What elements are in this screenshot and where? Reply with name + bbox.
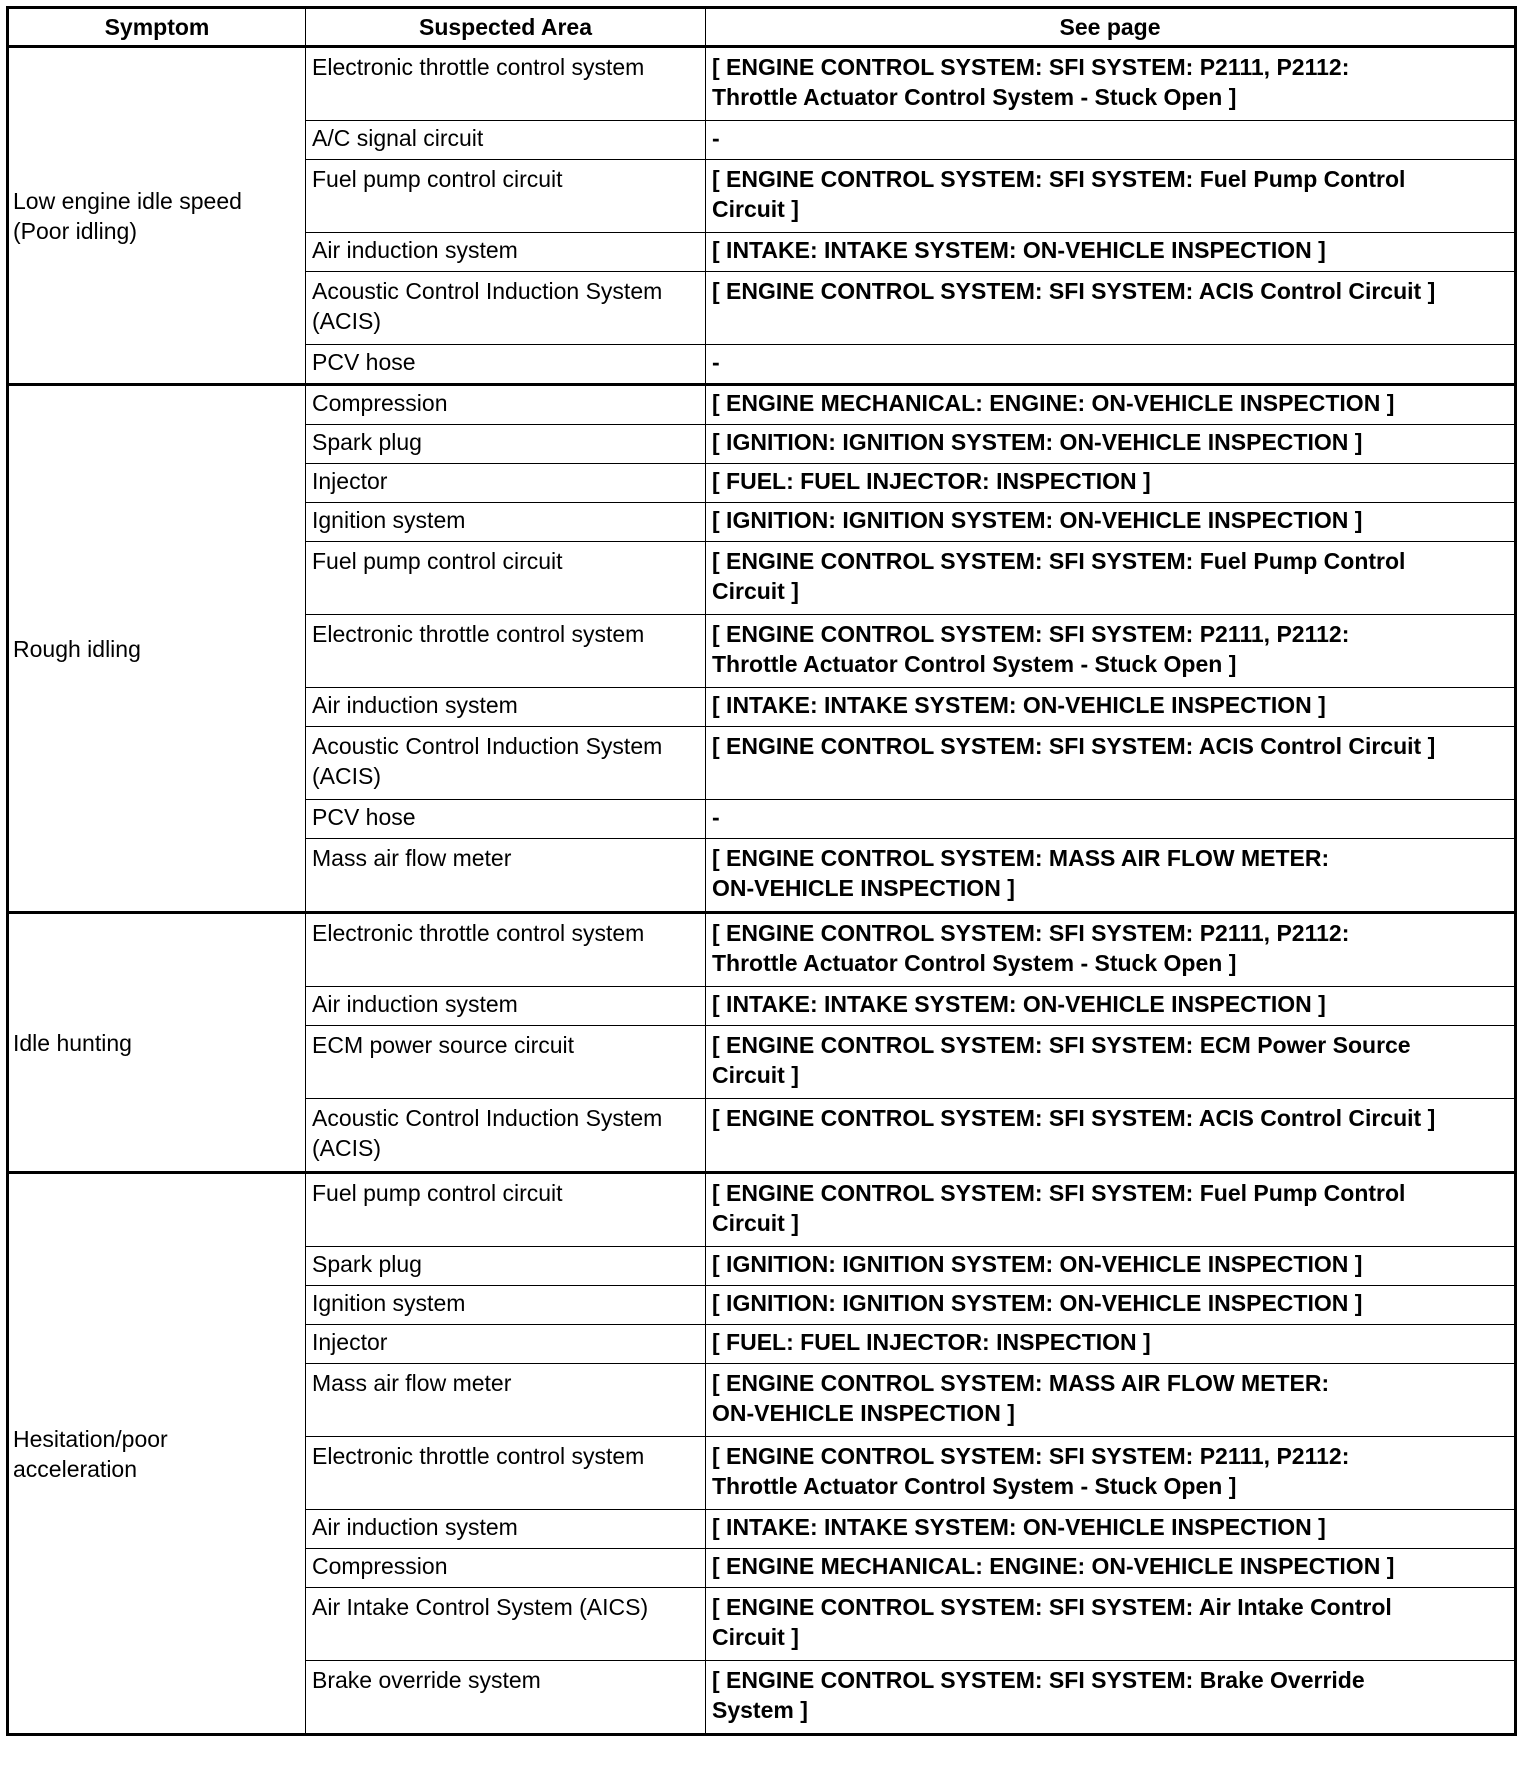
suspected-area-cell: Ignition system (306, 503, 706, 542)
suspected-area-cell: Compression (306, 385, 706, 425)
table-body (8, 47, 1516, 1735)
suspected-area-cell: Air induction system (306, 688, 706, 727)
suspected-area-cell: PCV hose (306, 800, 706, 839)
see-page-cell: [ ENGINE CONTROL SYSTEM: SFI SYSTEM: ACIS Control Circuit ] (706, 272, 1516, 345)
suspected-area-cell: Air Intake Control System (AICS) (306, 1588, 706, 1661)
see-page-cell: [ ENGINE CONTROL SYSTEM: SFI SYSTEM: ACIS Control Circuit ] (706, 1099, 1516, 1173)
see-page-cell: [ ENGINE CONTROL SYSTEM: SFI SYSTEM: Brake Override System ] (706, 1661, 1516, 1735)
see-page-cell: [ ENGINE CONTROL SYSTEM: SFI SYSTEM: Fuel Pump Control Circuit ] (706, 542, 1516, 615)
see-page-cell: [ IGNITION: IGNITION SYSTEM: ON-VEHICLE INSPECTION ] (706, 1247, 1516, 1286)
see-page-cell: [ INTAKE: INTAKE SYSTEM: ON-VEHICLE INSPECTION ] (706, 1510, 1516, 1549)
see-page-cell: [ FUEL: FUEL INJECTOR: INSPECTION ] (706, 1325, 1516, 1364)
suspected-area-cell: Injector (306, 1325, 706, 1364)
header-see-page: See page (706, 8, 1516, 47)
suspected-area-cell: Acoustic Control Induction System (ACIS) (306, 272, 706, 345)
suspected-area-cell: Electronic throttle control system (306, 913, 706, 987)
table-row (8, 913, 1516, 987)
symptom-cell: Rough idling (8, 385, 306, 913)
table-row (8, 47, 1516, 121)
suspected-area-cell: Fuel pump control circuit (306, 160, 706, 233)
suspected-area-cell: Electronic throttle control system (306, 615, 706, 688)
suspected-area-cell: PCV hose (306, 345, 706, 385)
suspected-area-cell: Electronic throttle control system (306, 1437, 706, 1510)
suspected-area-cell: Air induction system (306, 233, 706, 272)
header-suspected-area: Suspected Area (306, 8, 706, 47)
see-page-cell: [ ENGINE CONTROL SYSTEM: SFI SYSTEM: P2111, P2112: Throttle Actuator Control System - Stuck Open ] (706, 47, 1516, 121)
table-header-row (8, 8, 1516, 47)
see-page-cell: [ ENGINE CONTROL SYSTEM: SFI SYSTEM: P2111, P2112: Throttle Actuator Control System - Stuck Open ] (706, 615, 1516, 688)
see-page-cell: [ INTAKE: INTAKE SYSTEM: ON-VEHICLE INSPECTION ] (706, 987, 1516, 1026)
see-page-cell: [ ENGINE CONTROL SYSTEM: SFI SYSTEM: Air Intake Control Circuit ] (706, 1588, 1516, 1661)
see-page-cell: - (706, 800, 1516, 839)
suspected-area-cell: Air induction system (306, 987, 706, 1026)
header-symptom: Symptom (8, 8, 306, 47)
see-page-cell: [ ENGINE CONTROL SYSTEM: SFI SYSTEM: ECM Power Source Circuit ] (706, 1026, 1516, 1099)
suspected-area-cell: Air induction system (306, 1510, 706, 1549)
see-page-cell: [ ENGINE CONTROL SYSTEM: SFI SYSTEM: P2111, P2112: Throttle Actuator Control System - Stuck Open ] (706, 913, 1516, 987)
see-page-cell: [ ENGINE CONTROL SYSTEM: SFI SYSTEM: Fuel Pump Control Circuit ] (706, 160, 1516, 233)
suspected-area-cell: Mass air flow meter (306, 1364, 706, 1437)
see-page-cell: [ IGNITION: IGNITION SYSTEM: ON-VEHICLE INSPECTION ] (706, 503, 1516, 542)
suspected-area-cell: Mass air flow meter (306, 839, 706, 913)
suspected-area-cell: Injector (306, 464, 706, 503)
suspected-area-cell: Fuel pump control circuit (306, 1173, 706, 1247)
suspected-area-cell: Spark plug (306, 1247, 706, 1286)
see-page-cell: [ ENGINE CONTROL SYSTEM: SFI SYSTEM: ACIS Control Circuit ] (706, 727, 1516, 800)
symptom-cell: Idle hunting (8, 913, 306, 1173)
problem-symptoms-table (6, 6, 1517, 1736)
symptom-cell: Hesitation/poor acceleration (8, 1173, 306, 1735)
see-page-cell: [ ENGINE CONTROL SYSTEM: MASS AIR FLOW METER: ON-VEHICLE INSPECTION ] (706, 1364, 1516, 1437)
see-page-cell: [ IGNITION: IGNITION SYSTEM: ON-VEHICLE INSPECTION ] (706, 1286, 1516, 1325)
suspected-area-cell: Fuel pump control circuit (306, 542, 706, 615)
suspected-area-cell: Ignition system (306, 1286, 706, 1325)
see-page-cell: - (706, 121, 1516, 160)
suspected-area-cell: Brake override system (306, 1661, 706, 1735)
suspected-area-cell: Compression (306, 1549, 706, 1588)
suspected-area-cell: A/C signal circuit (306, 121, 706, 160)
see-page-cell: [ INTAKE: INTAKE SYSTEM: ON-VEHICLE INSPECTION ] (706, 233, 1516, 272)
suspected-area-cell: ECM power source circuit (306, 1026, 706, 1099)
see-page-cell: [ ENGINE CONTROL SYSTEM: MASS AIR FLOW METER: ON-VEHICLE INSPECTION ] (706, 839, 1516, 913)
see-page-cell: [ FUEL: FUEL INJECTOR: INSPECTION ] (706, 464, 1516, 503)
see-page-cell: [ ENGINE CONTROL SYSTEM: SFI SYSTEM: P2111, P2112: Throttle Actuator Control System - Stuck Open ] (706, 1437, 1516, 1510)
suspected-area-cell: Acoustic Control Induction System (ACIS) (306, 1099, 706, 1173)
suspected-area-cell: Electronic throttle control system (306, 47, 706, 121)
see-page-cell: [ ENGINE CONTROL SYSTEM: SFI SYSTEM: Fuel Pump Control Circuit ] (706, 1173, 1516, 1247)
see-page-cell: [ INTAKE: INTAKE SYSTEM: ON-VEHICLE INSPECTION ] (706, 688, 1516, 727)
suspected-area-cell: Acoustic Control Induction System (ACIS) (306, 727, 706, 800)
diagnosis-table-sheet (6, 6, 1517, 1736)
see-page-cell: [ ENGINE MECHANICAL: ENGINE: ON-VEHICLE INSPECTION ] (706, 385, 1516, 425)
see-page-cell: [ ENGINE MECHANICAL: ENGINE: ON-VEHICLE INSPECTION ] (706, 1549, 1516, 1588)
table-row (8, 1173, 1516, 1247)
see-page-cell: - (706, 345, 1516, 385)
table-row (8, 385, 1516, 425)
suspected-area-cell: Spark plug (306, 425, 706, 464)
see-page-cell: [ IGNITION: IGNITION SYSTEM: ON-VEHICLE INSPECTION ] (706, 425, 1516, 464)
symptom-cell: Low engine idle speed (Poor idling) (8, 47, 306, 385)
